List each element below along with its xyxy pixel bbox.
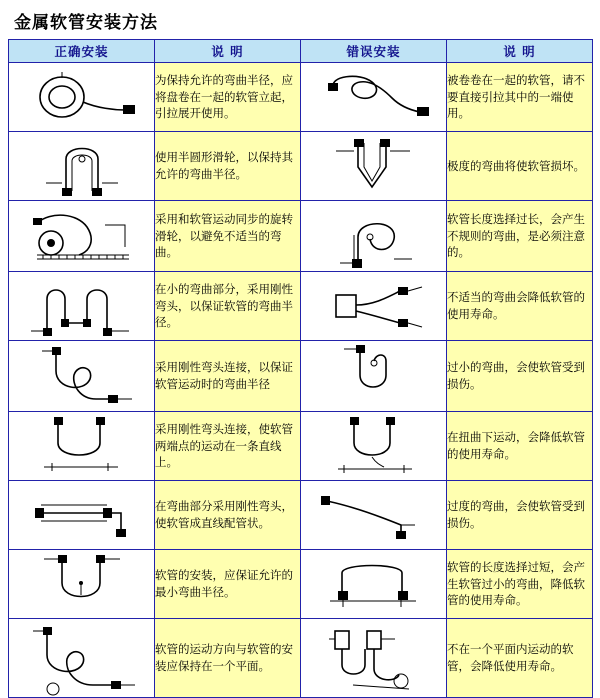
table-row [9,550,593,619]
row-correct-text: 在小的弯曲部分，采用刚性弯头，以保证软管的弯曲半径。 [155,272,301,341]
row-correct-text: 使用半圆形滑轮，以保持其允许的弯曲半径。 [155,132,301,201]
same-plane-motion-icon [9,619,155,698]
header-wrong-install: 错误安装 [301,40,447,63]
row-correct-text: 采用刚性弯头连接，以保证软管运动时的弯曲半径 [155,341,301,412]
improper-bend-block-icon [301,272,447,341]
table-row [9,619,593,698]
table-header-row [9,40,593,63]
row-wrong-text: 过度的弯曲，会使软管受到损伤。 [447,481,593,550]
page-title: 金属软管安装方法 [14,13,158,33]
rotating-pulley-chain-icon [9,201,155,272]
table-row [9,412,593,481]
coiled-hose-pulled-icon [301,63,447,132]
table-row [9,132,593,201]
row-correct-text: 采用刚性弯头连接，使软管两端点的运动在一条直线上。 [155,412,301,481]
header-correct-install: 正确安装 [9,40,155,63]
row-correct-text: 软管的运动方向与软管的安装应保持在一个平面。 [155,619,301,698]
too-small-bend-icon [301,341,447,412]
row-wrong-text: 软管长度选择过长，会产生不规则的弯曲，是必须注意的。 [447,201,593,272]
row-wrong-text: 极度的弯曲将使软管损坏。 [447,132,593,201]
row-correct-text: 采用和软管运动同步的旋转滑轮，以避免不适当的弯曲。 [155,201,301,272]
row-wrong-text: 过小的弯曲，会使软管受到损伤。 [447,341,593,412]
sharp-v-bend-icon [301,132,447,201]
rigid-bend-small-radius-icon [9,272,155,341]
row-correct-text: 软管的安装，应保证允许的最小弯曲半径。 [155,550,301,619]
too-long-small-bend-icon [301,550,447,619]
min-bend-radius-u-icon [9,550,155,619]
hose-installation-table [8,39,593,698]
table-row [9,201,593,272]
torsion-bend-icon [301,412,447,481]
straight-pipe-elbow-icon [9,481,155,550]
row-wrong-text: 被卷卷在一起的软管，请不要直接引拉其中的一端使用。 [447,63,593,132]
coiled-hose-reel-icon [9,63,155,132]
row-wrong-text: 在扭曲下运动，会降低软管的使用寿命。 [447,412,593,481]
out-of-plane-motion-icon [301,619,447,698]
rigid-elbow-straight-line-icon [9,412,155,481]
row-wrong-text: 不在一个平面内运动的软管，会降低使用寿命。 [447,619,593,698]
table-row [9,272,593,341]
row-correct-text: 在弯曲部分采用刚性弯头，使软管成直线配管状。 [155,481,301,550]
header-correct-description: 说 明 [155,40,301,63]
rigid-elbow-connection-icon [9,341,155,412]
excessive-bend-elbow-icon [301,481,447,550]
row-wrong-text: 不适当的弯曲会降低软管的使用寿命。 [447,272,593,341]
row-correct-text: 为保持允许的弯曲半径，应将盘卷在一起的软管立起，引拉展开使用。 [155,63,301,132]
table-row [9,481,593,550]
half-round-pulley-loop-icon [9,132,155,201]
table-row [9,63,593,132]
row-wrong-text: 软管的长度选择过短，会产生软管过小的弯曲，降低软管的使用寿命。 [447,550,593,619]
table-row [9,341,593,412]
header-wrong-description: 说 明 [447,40,593,63]
irregular-long-loop-icon [301,201,447,272]
